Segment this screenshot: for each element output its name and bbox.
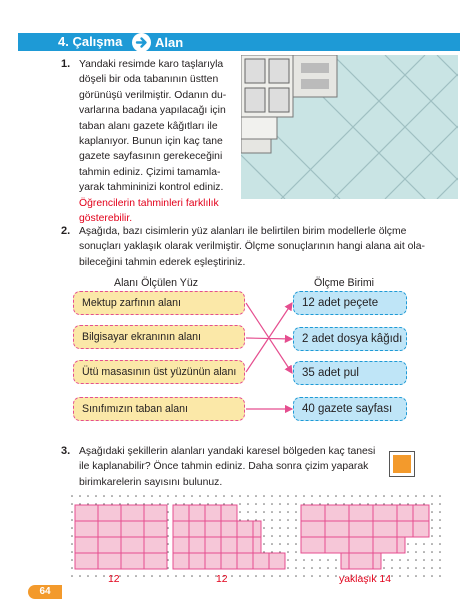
surface-classroom-floor: Sınıfımızın taban alanı bbox=[73, 397, 245, 421]
unit-newspaper: 40 gazete sayfası bbox=[293, 397, 407, 421]
surface-computer-screen: Bilgisayar ekranının alanı bbox=[73, 325, 245, 349]
question-1-number: 1. bbox=[61, 58, 71, 70]
worksheet-number: 4. Çalışma bbox=[58, 34, 123, 49]
surface-ironing-board: Ütü masasının üst yüzünün alanı bbox=[73, 360, 245, 384]
topic-title: Alan bbox=[155, 35, 184, 50]
left-column-header: Alanı Ölçülen Yüz bbox=[114, 277, 199, 289]
question-3-number: 3. bbox=[61, 445, 71, 457]
unit-stamps: 35 adet pul bbox=[293, 361, 407, 385]
question-2-number: 2. bbox=[61, 225, 71, 237]
answer-shape-3: yaklaşık 14 bbox=[339, 574, 391, 585]
surface-envelope: Mektup zarfının alanı bbox=[73, 291, 245, 315]
question-3-text: Aşağıdaki şekillerin alanları yandaki karesel bölgeden kaç tanesi ile kaplanabilir? Önce tahmin ediniz. Daha sonra çizim yaparak birimkarelerin sayısını bulunuz. bbox=[79, 446, 376, 488]
question-2-text: Aşağıda, bazı cisimlerin yüz alanları ile belirtilen birim modellerle ölçme sonuçları yaklaşık olarak verilmiştir. Ölçme sonuçlarının hangi alana ait ola- bileceğini tahmin ederek eşleştiriniz. bbox=[79, 226, 425, 268]
question-1-text: Yandaki resimde karo taşlarıyla döşeli bir oda tabanının üstten görünüşü verilmiştir. Odanın du- varlarına badana yapılacağı için taban alanı gazete kâğıtları ile kaplanıyor. Bunun için kaç tane gazete sayfasının gerekeceğini tahmin ediniz. Çizimi tamamla- yarak tahmininizi kontrol ediniz. Öğrencilerin tahminleri farklılık gösterebilir. bbox=[79, 57, 239, 226]
answer-shape-2: 12 bbox=[216, 574, 228, 585]
answer-shape-1: 12 bbox=[108, 574, 120, 585]
unit-napkins: 12 adet peçete bbox=[293, 291, 407, 315]
page-number: 64 bbox=[28, 585, 62, 599]
right-column-header: Ölçme Birimi bbox=[314, 277, 375, 289]
unit-file-paper: 2 adet dosya kâğıdı bbox=[293, 327, 407, 351]
question-1-answer: Öğrencilerin tahminleri farklılık bbox=[79, 197, 219, 209]
